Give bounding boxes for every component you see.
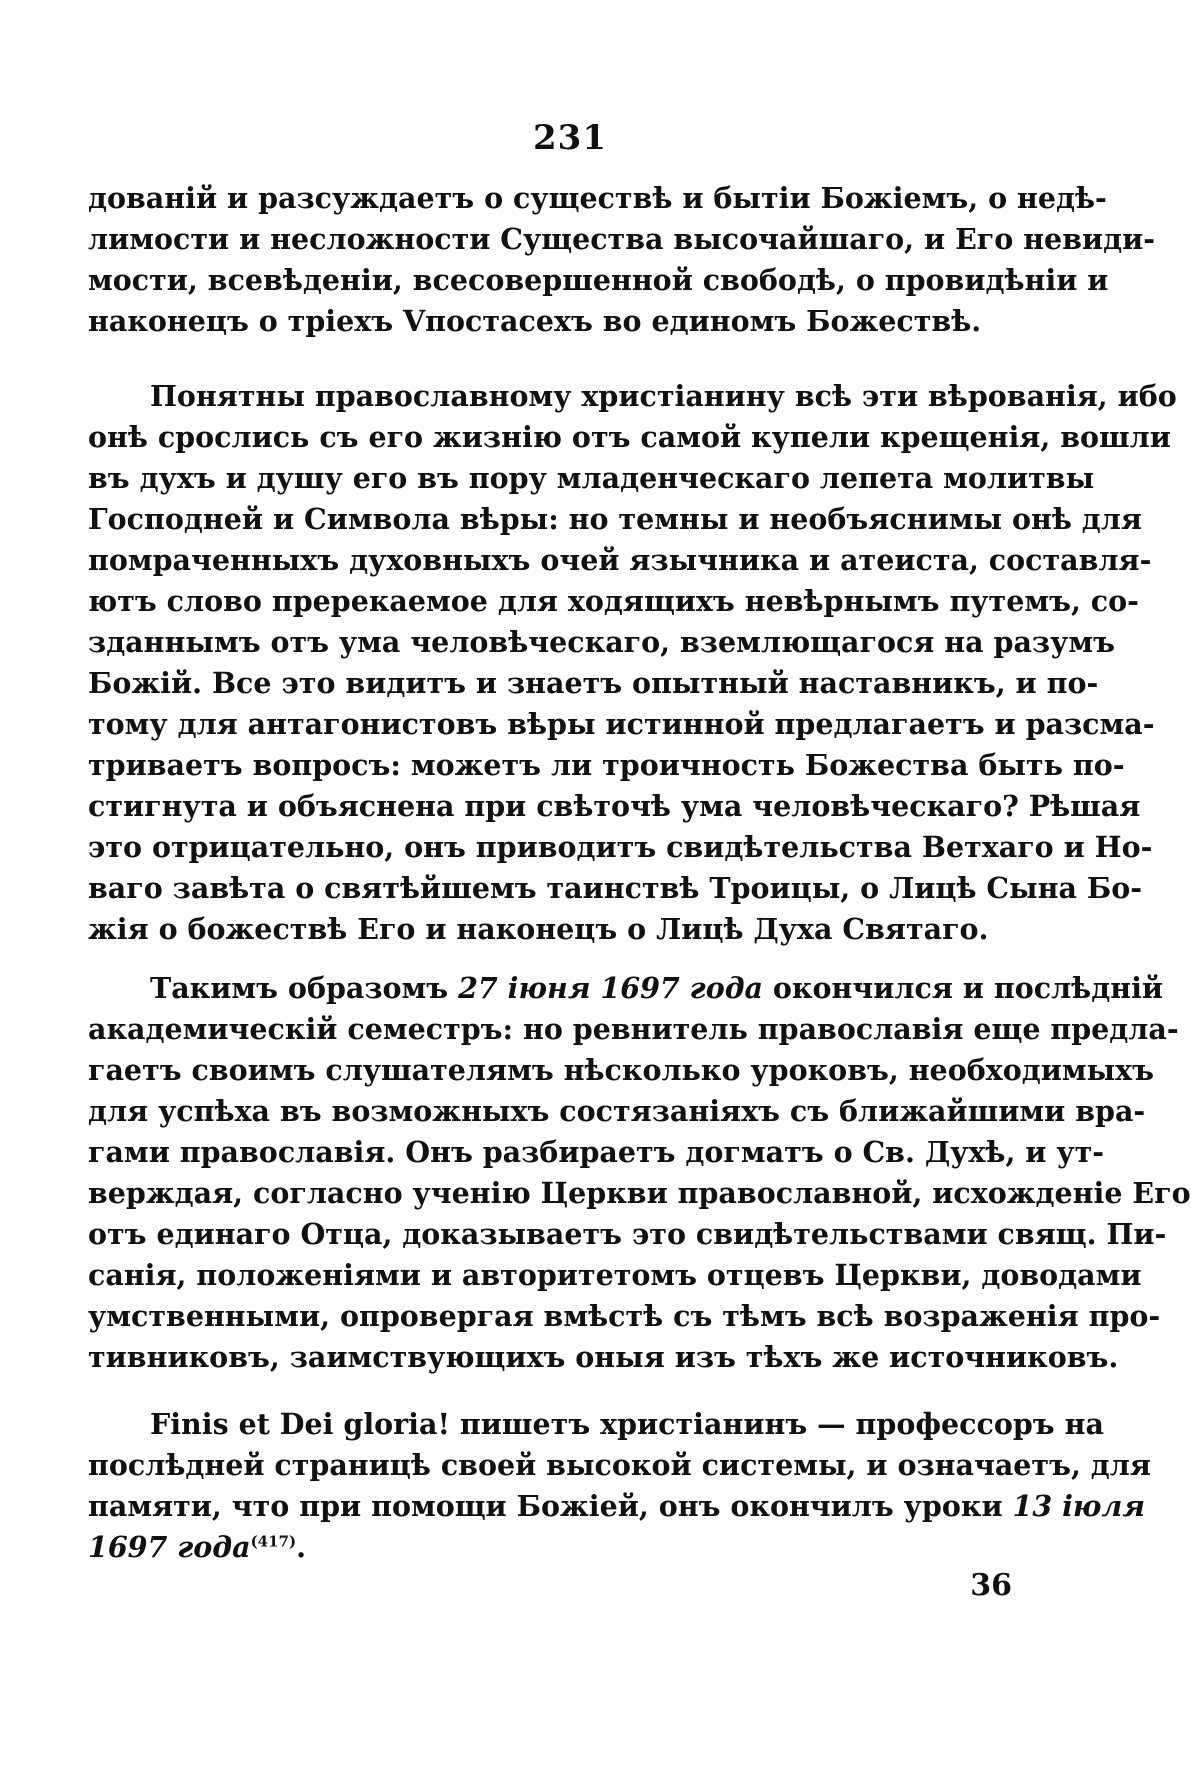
text-line: ваго завѣта о святѣйшемъ таинствѣ Троицы, о Лицѣ Сына Бо- <box>88 871 1143 905</box>
text-line-with-date <box>88 1486 1146 1527</box>
text-line: зданнымъ отъ ума человѣческаго, вземлющагося на разумъ <box>88 625 1115 659</box>
paragraph-4 <box>88 1404 1151 1568</box>
text-fragment: окончился и послѣдній <box>763 971 1164 1005</box>
text-fragment: Такимъ образомъ <box>150 971 459 1005</box>
page-number: 231 <box>533 118 607 158</box>
italic-date: 13 іюля <box>1012 1489 1146 1523</box>
text-line-with-date <box>88 1527 1012 1568</box>
text-line: ютъ слово пререкаемое для ходящихъ невѣрнымъ путемъ, со- <box>88 584 1139 618</box>
text-line: санія, положеніями и авторитетомъ отцевъ Церкви, доводами <box>88 1258 1142 1292</box>
text-line: Господней и Символа вѣры: но темны и необъяснимы онѣ для <box>88 502 1142 536</box>
text-line: жія о божествѣ Его и наконецъ о Лицѣ Духа Святаго. <box>88 912 989 946</box>
text-line: Finis et Dei gloria! пишетъ христіанинъ — профессоръ на <box>150 1407 1104 1441</box>
text-line: тому для антагонистовъ вѣры истинной предлагаетъ и разсма- <box>88 707 1155 741</box>
text-line: умственными, опровергая вмѣстѣ съ тѣмъ всѣ возраженія про- <box>88 1299 1161 1333</box>
text-line: тивниковъ, заимствующихъ оныя изъ тѣхъ же источниковъ. <box>88 1340 1119 1374</box>
italic-date: 1697 года <box>88 1530 251 1564</box>
text-line: помраченныхъ духовныхъ очей язычника и атеиста, составля- <box>88 543 1152 577</box>
text-line: мости, всевѣденіи, всесовершенной свободѣ, о провидѣніи и <box>88 263 1109 297</box>
text-line: въ духъ и душу его въ пору младенческаго лепета молитвы <box>88 461 1095 495</box>
text-line: послѣдней страницѣ своей высокой системы, и означаетъ, для <box>88 1448 1151 1482</box>
paragraph-2 <box>88 376 1177 950</box>
text-line: Понятны православному христіанину всѣ эти вѣрованія, ибо <box>150 379 1177 413</box>
italic-date: 27 іюня 1697 года <box>458 971 763 1005</box>
text-line-with-date <box>88 968 1164 1009</box>
text-line: наконецъ о тріехъ Vпостасехъ во единомъ Божествѣ. <box>88 304 982 338</box>
footnote-ref: (417) <box>250 1532 297 1551</box>
text-line: академическій семестръ: но ревнитель православія еще предла- <box>88 1012 1179 1046</box>
text-fragment: . <box>296 1530 307 1564</box>
text-line: стигнута и объяснена при свѣточѣ ума человѣческаго? Рѣшая <box>88 789 1141 823</box>
text-line: отъ единаго Отца, доказываетъ это свидѣтельствами свящ. Пи- <box>88 1217 1167 1251</box>
paragraph-3 <box>88 968 1191 1378</box>
text-line: дованій и разсуждаетъ о существѣ и бытіи Божіемъ, о недѣ- <box>88 181 1107 215</box>
signature-mark: 36 <box>970 1568 1012 1603</box>
text-line: гами православія. Онъ разбираетъ догматъ о Св. Духѣ, и ут- <box>88 1135 1105 1169</box>
text-line: для успѣха въ возможныхъ состязаніяхъ съ ближайшими вра- <box>88 1094 1146 1128</box>
text-line: онѣ срослись съ его жизнію отъ самой купели крещенія, вошли <box>88 420 1171 454</box>
text-line: верждая, согласно ученію Церкви православной, исхожденіе Его <box>88 1176 1191 1210</box>
text-line: лимости и несложности Существа высочайшаго, и Его невиди- <box>88 222 1156 256</box>
text-line: Божій. Все это видитъ и знаетъ опытный наставникъ, и по- <box>88 666 1099 700</box>
text-line: триваетъ вопросъ: можетъ ли троичность Божества быть по- <box>88 748 1125 782</box>
text-fragment: памяти, что при помощи Божіей, онъ окончилъ уроки <box>88 1489 1013 1523</box>
text-line: гаетъ своимъ слушателямъ нѣсколько уроковъ, необходимыхъ <box>88 1053 1155 1087</box>
paragraph-1 <box>88 178 1156 342</box>
text-line: это отрицательно, онъ приводитъ свидѣтельства Ветхаго и Но- <box>88 830 1153 864</box>
